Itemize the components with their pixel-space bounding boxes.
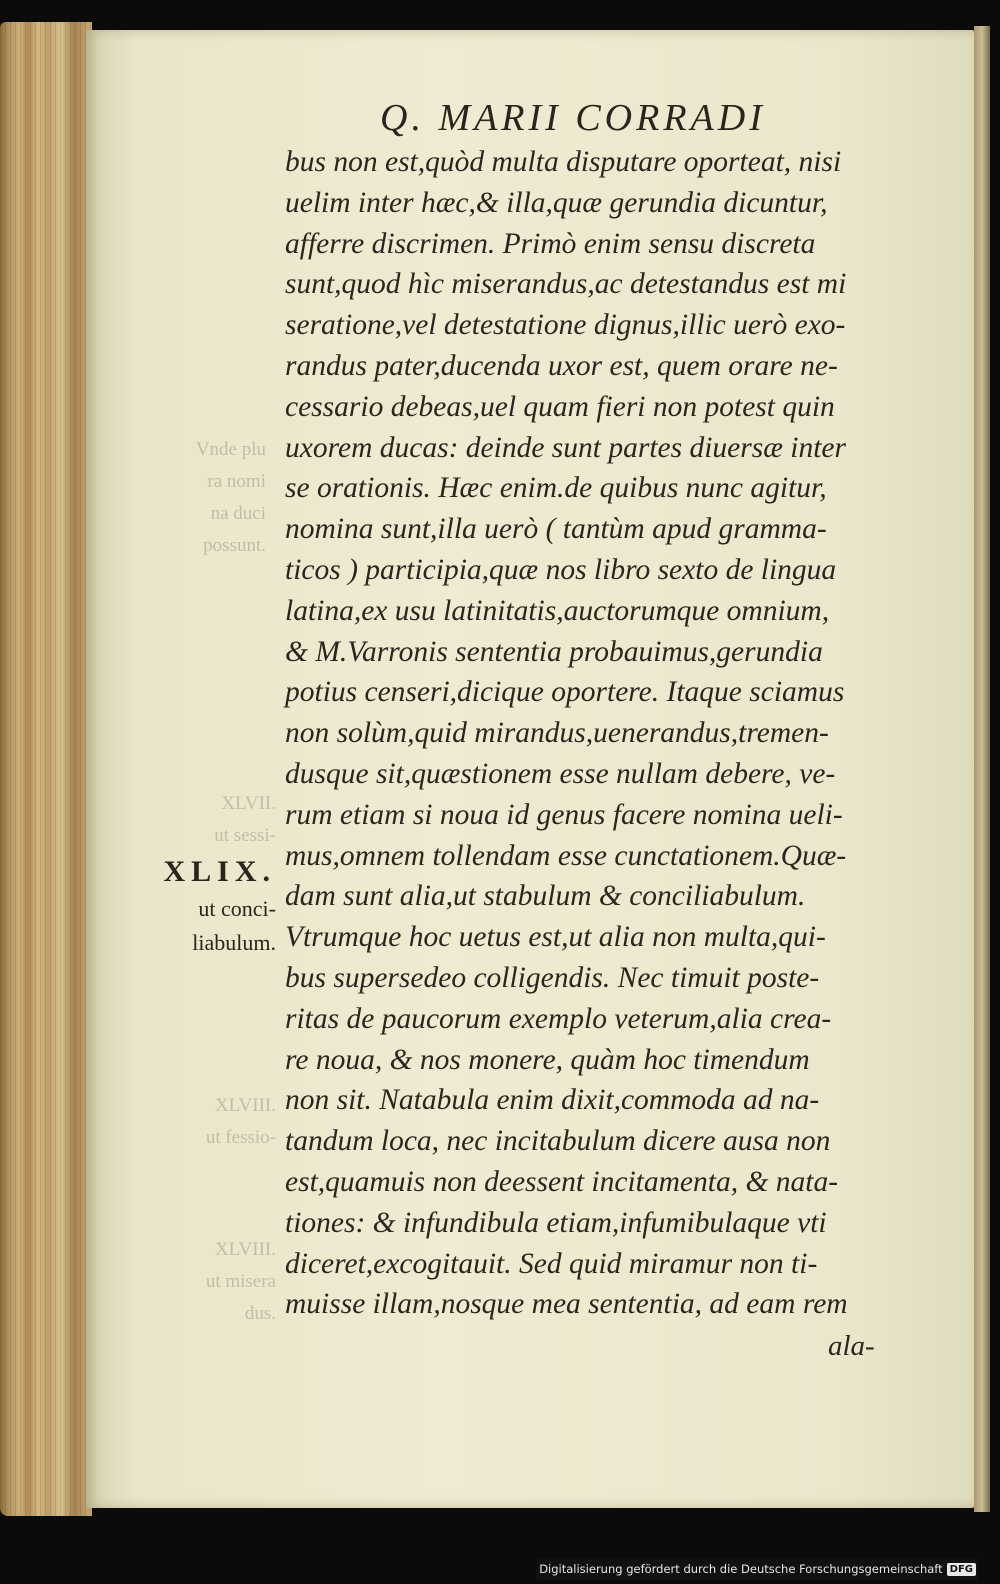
ghost-line: possunt. [203,535,266,556]
text-line: nomina sunt,illa uerò ( tantùm apud gramma- [285,513,827,546]
text-line: mus,omnem tollendam esse cunctationem.Quæ- [285,839,847,872]
text-line: afferre discrimen. Primò enim sensu discreta [285,227,816,260]
dfg-logo: DFG [947,1563,976,1576]
text-line: dusque sit,quæstionem esse nullam debere, ve- [285,757,836,790]
text-line: potius censeri,dicique oportere. Itaque sciamus [285,676,845,709]
footer-text: Digitalisierung gefördert durch die Deutsche Forschungsgemeinschaft [539,1562,943,1576]
text-line: cessario debeas,uel quam fieri non potest quin [285,390,835,423]
ghost-line: XLVII. [221,793,276,814]
text-line: rum etiam si noua id genus facere nomina ueli- [285,798,843,831]
ghost-line: dus. [244,1303,276,1324]
show-through-note-3 [150,1090,276,1154]
ghost-line: ut misera [205,1271,276,1292]
text-line: dam sunt alia,ut stabulum & conciliabulum. [285,880,806,913]
footer-credit [537,1558,978,1580]
text-line: ritas de paucorum exemplo veterum,alia crea- [285,1002,832,1035]
ghost-line: Vnde plu [195,439,266,460]
marginal-note-line: liabulum. [192,930,276,955]
body-text [285,142,945,1325]
text-line: bus supersedeo colligendis. Nec timuit poste- [285,961,820,994]
text-line: non sit. Natabula enim dixit,commoda ad na- [285,1084,820,1117]
text-line: non solùm,quid mirandus,uenerandus,tremen- [285,717,829,750]
ghost-line: XLVIII. [214,1095,276,1116]
ghost-line: ut sessi- [214,825,276,846]
text-line: tandum loca, nec incitabulum dicere ausa non [285,1125,831,1158]
text-line: randus pater,ducenda uxor est, quem orare ne- [285,349,838,382]
book-right-edge [974,26,990,1512]
text-line: bus non est,quòd multa disputare oporteat, nisi [285,146,842,178]
text-line: tiones: & infundibula etiam,infumibulaque vti [285,1206,827,1239]
text-line: Vtrumque hoc uetus est,ut alia non multa,qui- [285,921,826,954]
ghost-line: XLVIII. [214,1239,276,1260]
text-line: latina,ex usu latinitatis,auctorumque omnium, [285,594,830,627]
section-number: XLIX. [163,855,276,888]
book-page-edges [0,22,92,1516]
marginal-note-line: ut conci- [198,896,276,921]
text-line: & M.Varronis sententia probauimus,gerundia [285,635,823,668]
text-line: diceret,excogitauit. Sed quid miramur non ti- [285,1247,818,1280]
text-line: sunt,quod hìc miserandus,ac detestandus est mi [285,268,847,301]
text-line: uelim inter hæc,& illa,quæ gerundia dicuntur, [285,186,828,219]
text-line: re noua, & nos monere, quàm hoc timendum [285,1043,810,1076]
ghost-line: ut fessio- [205,1127,276,1148]
marginal-note [136,852,276,960]
text-line: ticos ) participia,quæ nos libro sexto de lingua [285,553,837,586]
ghost-line: na duci [210,503,266,524]
text-line: muisse illam,nosque mea sententia, ad eam rem [285,1288,848,1321]
text-line: uxorem ducas: deinde sunt partes diuersæ inter [285,431,846,464]
text-line: seratione,vel detestatione dignus,illic uerò exo- [285,309,846,342]
show-through-note-4 [150,1234,276,1330]
show-through-note-1 [140,434,266,562]
text-line: est,quamuis non deessent incitamenta, & nata- [285,1165,839,1198]
running-header: Q. MARII CORRADI [380,97,766,139]
ghost-line: ra nomi [207,471,266,492]
text-line: se orationis. Hæc enim.de quibus nunc agitur, [285,472,827,505]
show-through-note-2 [150,788,276,852]
catchword: ala- [828,1330,875,1362]
